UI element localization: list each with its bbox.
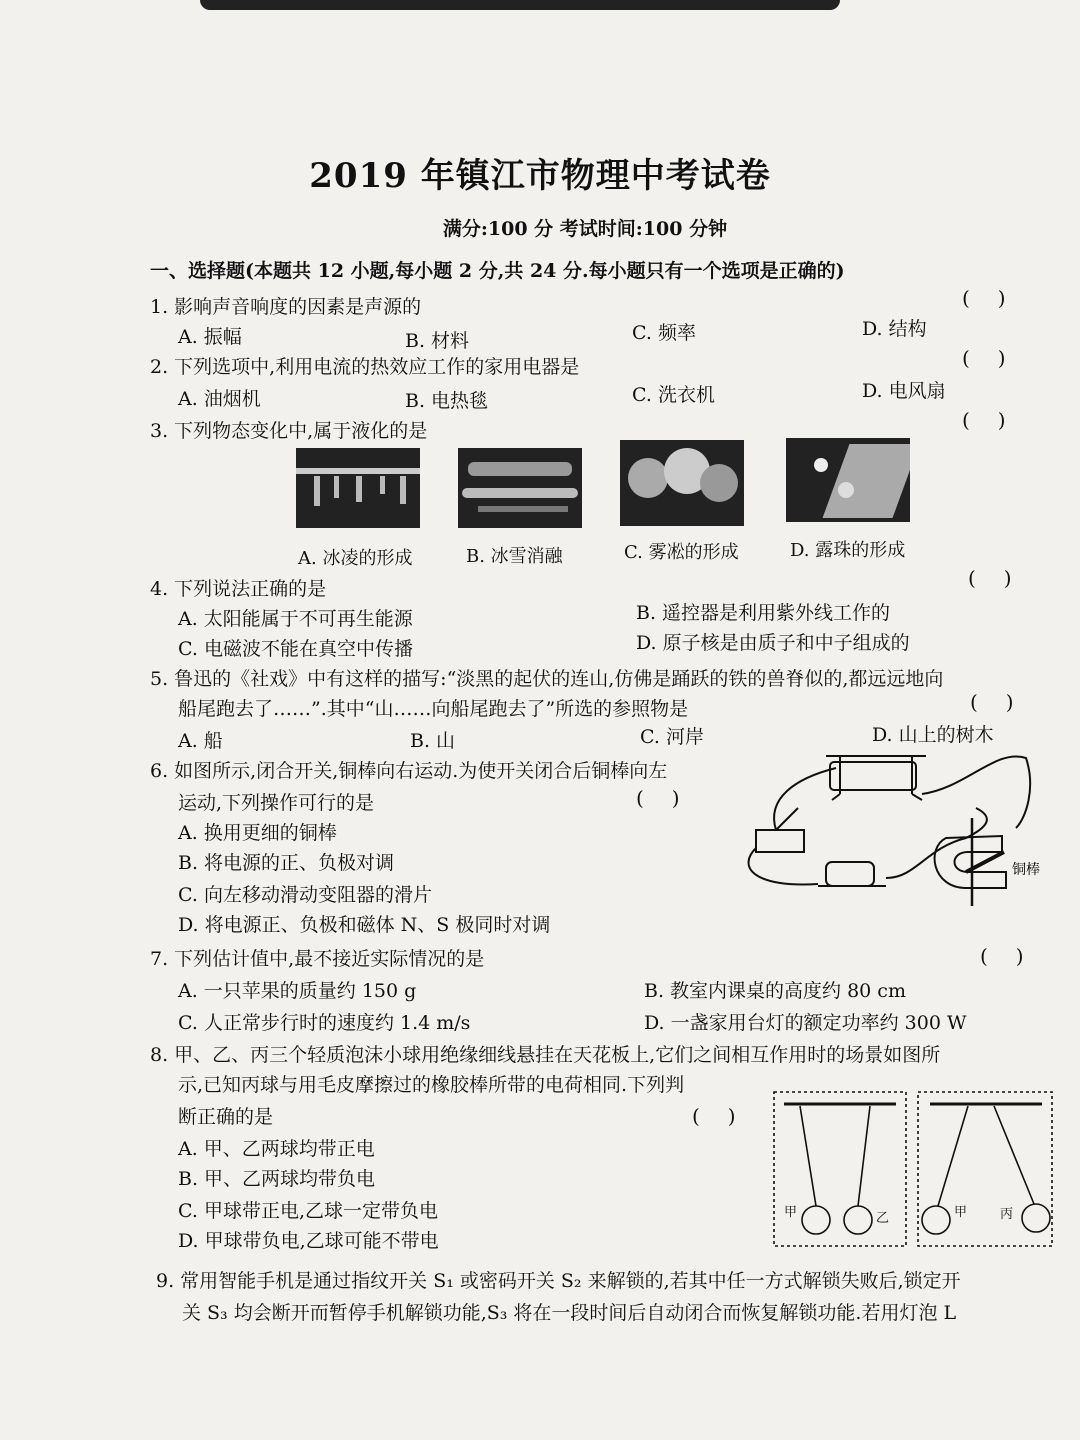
exam-info: 满分:100 分 考试时间:100 分钟 bbox=[442, 218, 728, 240]
q3-option-d: D. 露珠的形成 bbox=[790, 540, 906, 561]
answer-bracket-7: () bbox=[980, 944, 1052, 968]
battery bbox=[826, 862, 874, 886]
question-7-stem: 7. 下列估计值中,最不接近实际情况的是 bbox=[150, 948, 485, 970]
q5-option-d: D. 山上的树木 bbox=[872, 724, 994, 746]
ball-bing bbox=[1022, 1204, 1050, 1232]
q4-option-c: C. 电磁波不能在真空中传播 bbox=[178, 638, 413, 660]
photo-icicles bbox=[296, 448, 420, 528]
q2-option-b: B. 电热毯 bbox=[405, 390, 489, 412]
copper-rod-label: 铜棒 bbox=[1012, 862, 1040, 878]
q2-option-c: C. 洗衣机 bbox=[632, 384, 715, 406]
ball-jia-1 bbox=[802, 1206, 830, 1234]
q6-option-c: C. 向左移动滑动变阻器的滑片 bbox=[178, 884, 432, 906]
charged-balls-diagram bbox=[770, 1088, 1056, 1252]
answer-bracket-1: () bbox=[962, 286, 1034, 310]
question-5-stem-line2: 船尾跑去了……”.其中“山……向船尾跑去了”所选的参照物是 bbox=[178, 698, 689, 720]
photo-dew bbox=[786, 438, 910, 522]
q8-option-c: C. 甲球带正电,乙球一定带负电 bbox=[178, 1200, 438, 1222]
ball-jia-2 bbox=[922, 1206, 950, 1234]
q2-option-a: A. 油烟机 bbox=[178, 388, 261, 410]
q1-option-b: B. 材料 bbox=[405, 330, 470, 352]
q1-option-c: C. 频率 bbox=[632, 322, 696, 344]
ball-label-jia-2: 甲 bbox=[954, 1205, 968, 1220]
q7-option-a: A. 一只苹果的质量约 150 g bbox=[178, 980, 417, 1002]
photo-melting-snow bbox=[458, 448, 582, 528]
page-title: 2019 年镇江市物理中考试卷 bbox=[309, 156, 771, 196]
ball-yi bbox=[844, 1206, 872, 1234]
question-9-stem-line1: 9. 常用智能手机是通过指纹开关 S₁ 或密码开关 S₂ 来解锁的,若其中任一方式解锁失败后,锁定开 bbox=[156, 1270, 961, 1292]
section-heading: 一、选择题(本题共 12 小题,每小题 2 分,共 24 分.每小题只有一个选项是正确的) bbox=[150, 260, 845, 282]
q1-option-d: D. 结构 bbox=[862, 318, 927, 340]
panel-jia-bing bbox=[918, 1092, 1052, 1246]
question-5-stem-line1: 5. 鲁迅的《社戏》中有这样的描写:“淡黑的起伏的连山,仿佛是踊跃的铁的兽脊似的,都远远地向 bbox=[150, 668, 944, 690]
answer-bracket-6: () bbox=[636, 786, 708, 810]
q4-option-b: B. 遥控器是利用紫外线工作的 bbox=[636, 602, 891, 624]
question-1-stem: 1. 影响声音响度的因素是声源的 bbox=[150, 296, 422, 318]
q4-option-d: D. 原子核是由质子和中子组成的 bbox=[636, 632, 910, 654]
question-8-stem-line3: 断正确的是 bbox=[178, 1106, 274, 1128]
q6-option-a: A. 换用更细的铜棒 bbox=[178, 822, 337, 844]
q7-option-c: C. 人正常步行时的速度约 1.4 m/s bbox=[178, 1012, 471, 1034]
q4-option-a: A. 太阳能属于不可再生能源 bbox=[178, 608, 413, 630]
question-9-stem-line2: 关 S₃ 均会断开而暂停手机解锁功能,S₃ 将在一段时间后自动闭合而恢复解锁功能.若用灯泡 L bbox=[182, 1302, 957, 1324]
q6-option-d: D. 将电源正、负极和磁体 N、S 极同时对调 bbox=[178, 914, 551, 936]
answer-bracket-3: () bbox=[962, 408, 1034, 432]
q8-option-d: D. 甲球带负电,乙球可能不带电 bbox=[178, 1230, 439, 1252]
scan-shadow bbox=[200, 0, 840, 10]
q5-option-a: A. 船 bbox=[178, 730, 223, 752]
q5-option-c: C. 河岸 bbox=[640, 726, 704, 748]
photo-rime bbox=[620, 440, 744, 526]
q7-option-b: B. 教室内课桌的高度约 80 cm bbox=[644, 980, 906, 1002]
question-3-stem: 3. 下列物态变化中,属于液化的是 bbox=[150, 420, 428, 442]
q3-option-c: C. 雾凇的形成 bbox=[624, 542, 739, 563]
question-4-stem: 4. 下列说法正确的是 bbox=[150, 578, 327, 600]
answer-bracket-5: () bbox=[970, 690, 1042, 714]
answer-bracket-2: () bbox=[962, 346, 1034, 370]
q7-option-d: D. 一盏家用台灯的额定功率约 300 W bbox=[644, 1012, 967, 1034]
question-6-stem-line2: 运动,下列操作可行的是 bbox=[178, 792, 375, 814]
question-8-stem-line2: 示,已知丙球与用毛皮摩擦过的橡胶棒所带的电荷相同.下列判 bbox=[178, 1074, 685, 1096]
q2-option-d: D. 电风扇 bbox=[862, 380, 946, 402]
q8-option-a: A. 甲、乙两球均带正电 bbox=[178, 1138, 375, 1160]
magnet bbox=[935, 836, 1006, 888]
ball-label-bing: 丙 bbox=[1000, 1207, 1014, 1222]
circuit-diagram bbox=[736, 748, 1056, 908]
q1-option-a: A. 振幅 bbox=[178, 326, 242, 348]
question-2-stem: 2. 下列选项中,利用电流的热效应工作的家用电器是 bbox=[150, 356, 580, 378]
q5-option-b: B. 山 bbox=[410, 730, 456, 752]
switch bbox=[756, 830, 804, 852]
q3-option-b: B. 冰雪消融 bbox=[466, 546, 563, 567]
ball-label-yi: 乙 bbox=[876, 1211, 890, 1226]
answer-bracket-8: () bbox=[692, 1104, 764, 1128]
question-6-stem-line1: 6. 如图所示,闭合开关,铜棒向右运动.为使开关闭合后铜棒向左 bbox=[150, 760, 668, 782]
question-8-stem-line1: 8. 甲、乙、丙三个轻质泡沫小球用绝缘细线悬挂在天花板上,它们之间相互作用时的场景如图所 bbox=[150, 1044, 941, 1066]
answer-bracket-4: () bbox=[968, 566, 1040, 590]
q3-option-a: A. 冰凌的形成 bbox=[298, 548, 413, 569]
ball-label-jia-1: 甲 bbox=[784, 1205, 798, 1220]
rheostat bbox=[830, 762, 916, 790]
q8-option-b: B. 甲、乙两球均带负电 bbox=[178, 1168, 376, 1190]
q6-option-b: B. 将电源的正、负极对调 bbox=[178, 852, 395, 874]
